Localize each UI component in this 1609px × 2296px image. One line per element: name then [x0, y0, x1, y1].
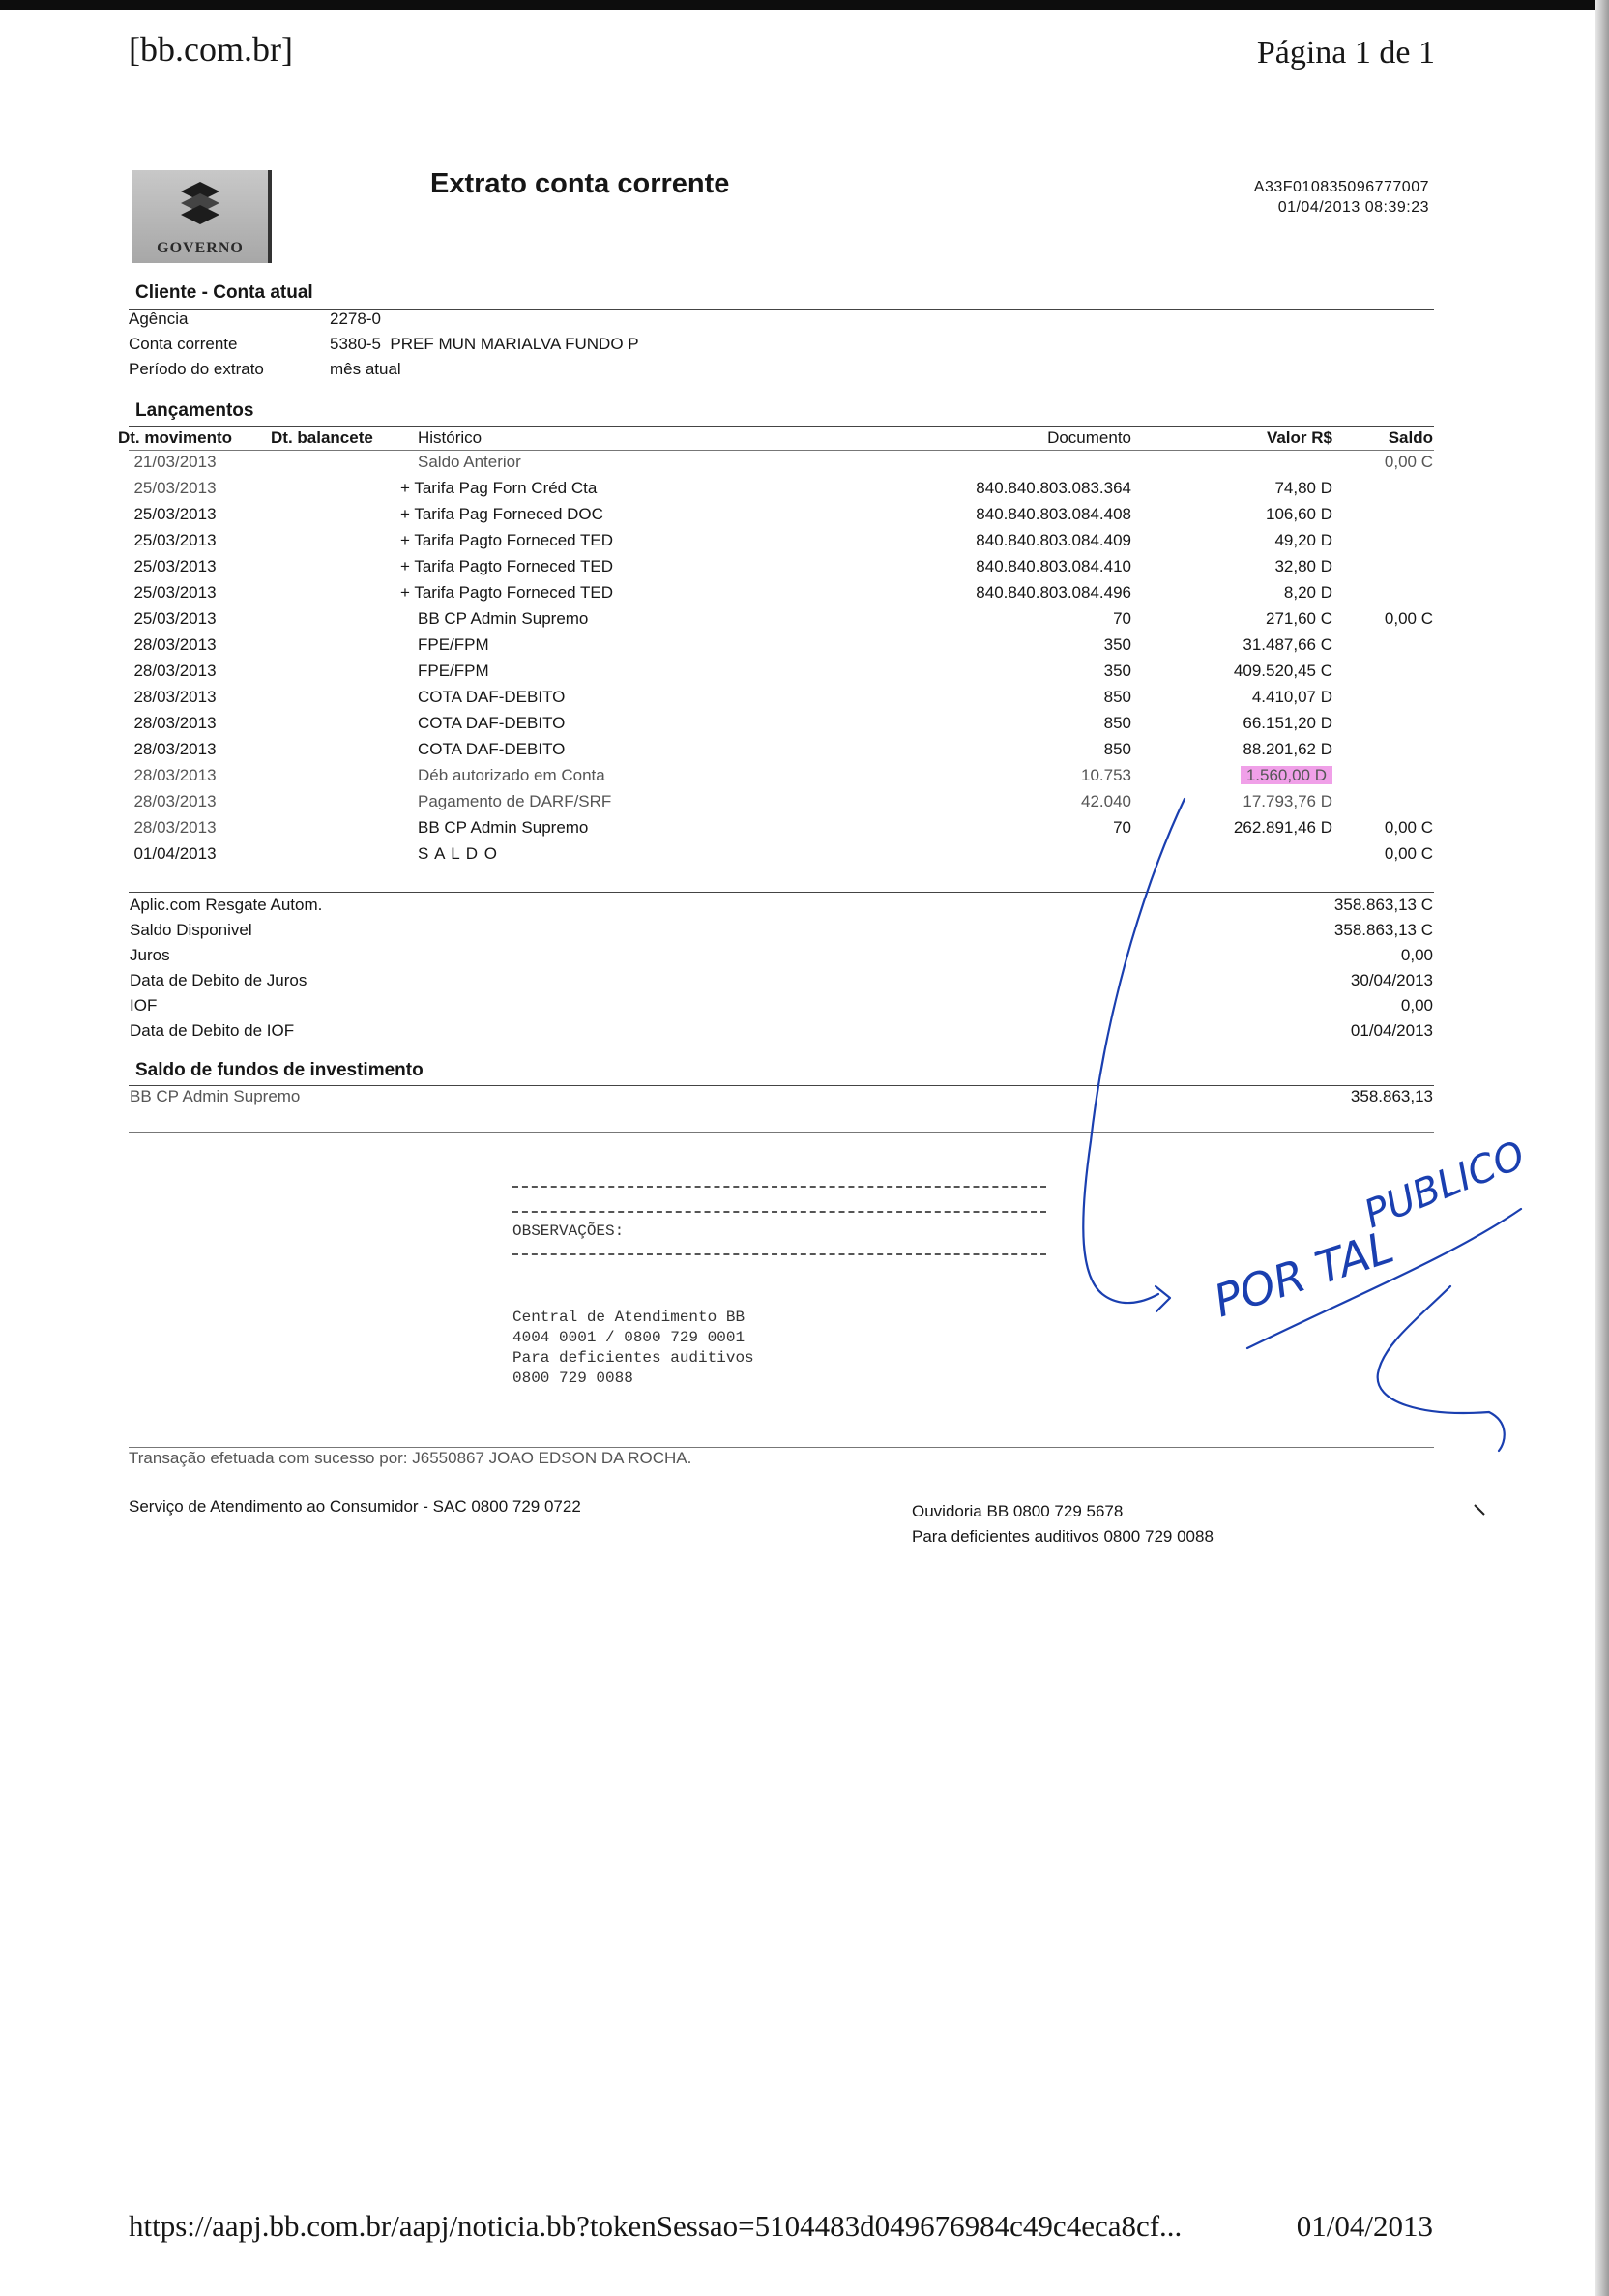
- cell-historico: + Tarifa Pag Forneced DOC: [400, 505, 603, 523]
- conta-label: Conta corrente: [129, 335, 238, 353]
- summary-label: Data de Debito de Juros: [130, 971, 307, 989]
- cell-historico: FPE/FPM: [418, 662, 489, 680]
- cell-dt-movimento: 28/03/2013: [133, 740, 217, 758]
- lancamentos-section-title: Lançamentos: [135, 400, 254, 421]
- summary-label: IOF: [130, 996, 158, 1015]
- cell-dt-movimento: 28/03/2013: [133, 635, 217, 654]
- cell-documento: 850: [1103, 740, 1131, 758]
- cell-dt-movimento: 28/03/2013: [133, 688, 217, 706]
- cell-dt-movimento: 28/03/2013: [133, 662, 217, 680]
- cell-dt-movimento: 28/03/2013: [133, 792, 217, 810]
- cell-dt-movimento: 25/03/2013: [133, 583, 217, 602]
- cell-historico: + Tarifa Pagto Forneced TED: [400, 531, 614, 549]
- logo-text: GOVERNO: [157, 240, 244, 256]
- cell-saldo: 0,00 C: [1384, 609, 1433, 628]
- cell-documento: 42.040: [1081, 792, 1131, 810]
- cell-dt-movimento: 25/03/2013: [133, 505, 217, 523]
- cell-valor: 74,80 D: [1274, 479, 1332, 497]
- cell-valor: 88.201,62 D: [1243, 740, 1332, 758]
- cell-valor: 66.151,20 D: [1243, 714, 1332, 732]
- summary-value: 01/04/2013: [1350, 1021, 1433, 1040]
- cell-documento: 840.840.803.084.409: [976, 531, 1131, 549]
- cell-documento: 350: [1103, 662, 1131, 680]
- cell-saldo: 0,00 C: [1384, 818, 1433, 837]
- ouvidoria-line: Para deficientes auditivos 0800 729 0088: [912, 1527, 1214, 1545]
- periodo-value: mês atual: [330, 360, 401, 378]
- col-historico: Histórico: [418, 428, 483, 447]
- summary-value: 358.863,13 C: [1333, 896, 1433, 914]
- cell-documento: 840.840.803.084.410: [976, 557, 1131, 575]
- cell-dt-movimento: 28/03/2013: [133, 818, 217, 837]
- summary-value: 0,00: [1400, 996, 1433, 1015]
- cell-documento: 850: [1103, 714, 1131, 732]
- cell-dt-movimento: 28/03/2013: [133, 766, 217, 784]
- cell-documento: 10.753: [1081, 766, 1131, 784]
- summary-label: Aplic.com Resgate Autom.: [130, 896, 323, 914]
- issue-datetime: 01/04/2013 08:39:23: [1277, 199, 1429, 216]
- summary-label: Juros: [130, 946, 170, 964]
- cell-historico: FPE/FPM: [418, 635, 489, 654]
- cell-saldo: 0,00 C: [1384, 844, 1433, 863]
- footer-date: 01/04/2013: [1296, 2209, 1433, 2243]
- cell-dt-movimento: 25/03/2013: [133, 609, 217, 628]
- cell-historico: + Tarifa Pagto Forneced TED: [400, 583, 614, 602]
- agencia-label: Agência: [129, 309, 189, 328]
- cell-documento: 350: [1103, 635, 1131, 654]
- auth-code: A33F010835096777007: [1253, 179, 1429, 195]
- funds-section-title: Saldo de fundos de investimento: [135, 1060, 424, 1080]
- cell-valor: 271,60 C: [1266, 609, 1332, 628]
- cell-historico: BB CP Admin Supremo: [418, 818, 589, 837]
- cell-documento: 70: [1113, 818, 1131, 837]
- cell-historico: + Tarifa Pag Forn Créd Cta: [400, 479, 598, 497]
- pen-loop: [1378, 1286, 1505, 1451]
- cell-documento: 840.840.803.084.496: [976, 583, 1131, 602]
- transaction-note: Transação efetuada com sucesso por: J6550867 JOAO EDSON DA ROCHA.: [129, 1449, 692, 1467]
- cell-saldo: 0,00 C: [1384, 453, 1433, 471]
- cell-historico: Déb autorizado em Conta: [418, 766, 605, 784]
- cell-dt-movimento: 25/03/2013: [133, 531, 217, 549]
- footer-url: https://aapj.bb.com.br/aapj/noticia.bb?tokenSessao=5104483d049676984c49c4eca8cf...: [129, 2209, 1183, 2243]
- cell-historico: S A L D O: [418, 844, 499, 863]
- central-line: Para deficientes auditivos: [512, 1349, 754, 1367]
- cell-historico: COTA DAF-DEBITO: [418, 688, 566, 706]
- cell-historico: BB CP Admin Supremo: [418, 609, 589, 628]
- cell-valor: 262.891,46 D: [1233, 818, 1332, 837]
- col-valor: Valor R$: [1266, 428, 1332, 447]
- col-saldo: Saldo: [1388, 428, 1433, 447]
- agencia-value: 2278-0: [330, 309, 381, 328]
- cell-valor: 49,20 D: [1274, 531, 1332, 549]
- cell-historico: Saldo Anterior: [418, 453, 521, 471]
- fund-value: 358.863,13: [1350, 1087, 1433, 1105]
- cell-documento: 70: [1113, 609, 1131, 628]
- conta-value: 5380-5 PREF MUN MARIALVA FUNDO P: [330, 335, 639, 353]
- summary-value: 0,00: [1400, 946, 1433, 964]
- cell-historico: COTA DAF-DEBITO: [418, 740, 566, 758]
- cell-dt-movimento: 25/03/2013: [133, 479, 217, 497]
- summary-value: 358.863,13 C: [1333, 921, 1433, 939]
- col-dt-balancete: Dt. balancete: [271, 428, 373, 447]
- client-section-title: Cliente - Conta atual: [135, 282, 313, 303]
- sac-info: Serviço de Atendimento ao Consumidor - SAC 0800 729 0722: [129, 1497, 581, 1516]
- cell-dt-movimento: 28/03/2013: [133, 714, 217, 732]
- ouvidoria-line: Ouvidoria BB 0800 729 5678: [912, 1502, 1124, 1520]
- cell-valor: 409.520,45 C: [1233, 662, 1332, 680]
- observacoes-label: OBSERVAÇÕES:: [512, 1222, 625, 1240]
- cell-valor: 17.793,76 D: [1243, 792, 1332, 810]
- summary-label: Data de Debito de IOF: [130, 1021, 295, 1040]
- cell-historico: + Tarifa Pagto Forneced TED: [400, 557, 614, 575]
- page-number: Página 1 de 1: [1256, 35, 1435, 71]
- col-dt-movimento: Dt. movimento: [117, 428, 233, 447]
- col-documento: Documento: [1047, 428, 1131, 447]
- periodo-label: Período do extrato: [129, 360, 264, 378]
- cell-dt-movimento: 01/04/2013: [133, 844, 217, 863]
- pen-text-1: POR TAL: [1207, 1220, 1400, 1328]
- pen-arrow-stroke: [1083, 799, 1185, 1303]
- cell-historico: COTA DAF-DEBITO: [418, 714, 566, 732]
- cell-valor: 32,80 D: [1274, 557, 1332, 575]
- site-name: [bb.com.br]: [129, 30, 293, 69]
- summary-label: Saldo Disponivel: [130, 921, 252, 939]
- pen-arrowhead: [1156, 1286, 1170, 1311]
- central-line: Central de Atendimento BB: [512, 1309, 746, 1326]
- summary-value: 30/04/2013: [1350, 971, 1433, 989]
- pen-mark: [1475, 1505, 1484, 1515]
- cell-valor: 4.410,07 D: [1251, 688, 1332, 706]
- cell-documento: 840.840.803.084.408: [976, 505, 1131, 523]
- central-line: 0800 729 0088: [512, 1369, 633, 1387]
- fund-name: BB CP Admin Supremo: [130, 1087, 301, 1105]
- cell-historico: Pagamento de DARF/SRF: [418, 792, 612, 810]
- highlight-marker: 1.560,00 D: [1241, 766, 1332, 784]
- cell-dt-movimento: 21/03/2013: [133, 453, 217, 471]
- cell-documento: 850: [1103, 688, 1131, 706]
- cell-dt-movimento: 25/03/2013: [133, 557, 217, 575]
- cell-documento: 840.840.803.083.364: [976, 479, 1131, 497]
- document-title: Extrato conta corrente: [430, 168, 730, 199]
- cell-valor: 31.487,66 C: [1243, 635, 1332, 654]
- central-line: 4004 0001 / 0800 729 0001: [512, 1329, 746, 1346]
- cell-valor: 106,60 D: [1266, 505, 1332, 523]
- pen-text-2: PUBLICO: [1358, 1133, 1532, 1238]
- cell-valor: 8,20 D: [1283, 583, 1332, 602]
